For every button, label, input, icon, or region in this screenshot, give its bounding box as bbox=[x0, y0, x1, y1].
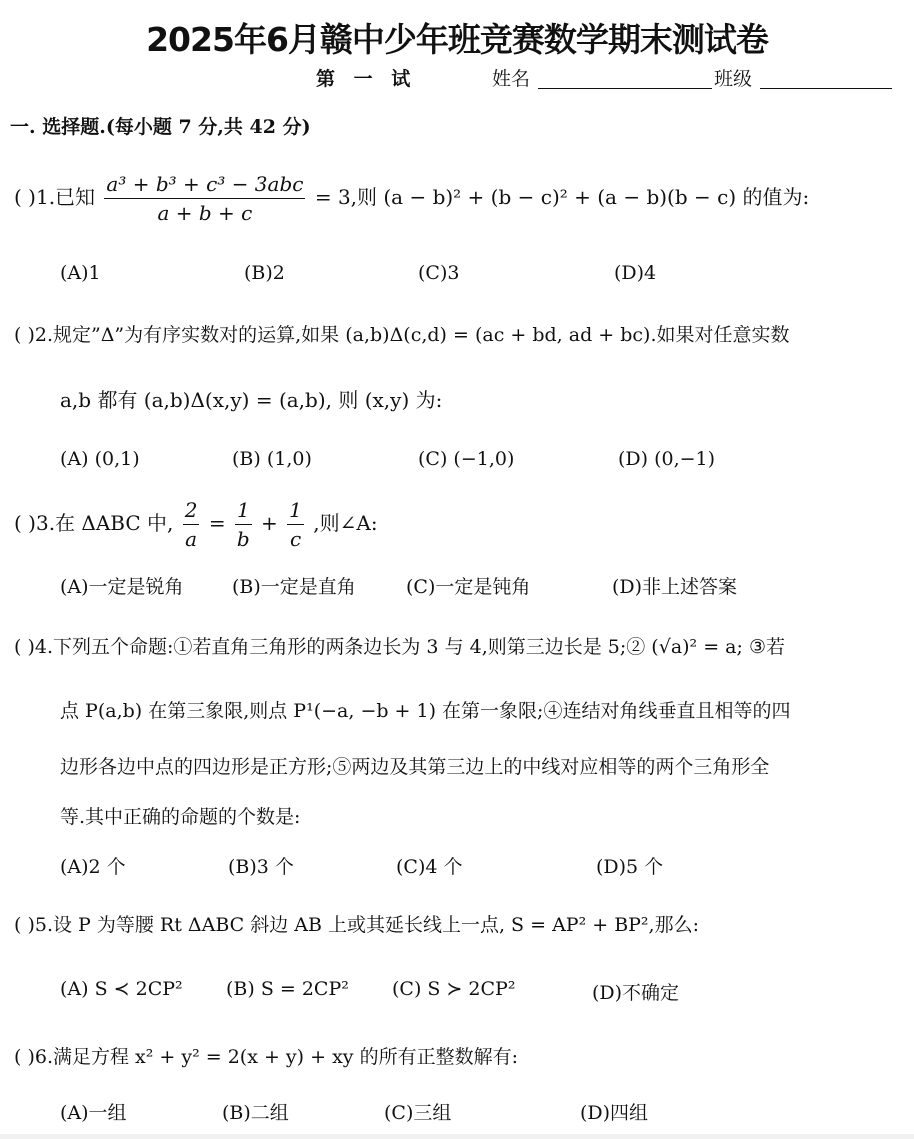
class-blank[interactable] bbox=[760, 88, 892, 89]
q1-option-a: (A)1 bbox=[60, 262, 101, 284]
question-1 bbox=[14, 172, 809, 225]
q3-f3-numerator: 1 bbox=[287, 498, 304, 525]
q4-line-3: 边形各边中点的四边形是正方形;⑤两边及其第三边上的中线对应相等的两个三角形全 bbox=[60, 756, 770, 778]
q6-option-d: (D)四组 bbox=[580, 1102, 649, 1124]
q1-prefix: ( )1.已知 bbox=[14, 185, 96, 209]
q4-line-1: ( )4.下列五个命题:①若直角三角形的两条边长为 3 与 4,则第三边长是 5;② (√a)² = a; ③若 bbox=[14, 636, 785, 658]
q4-option-d: (D)5 个 bbox=[596, 856, 664, 878]
q5-option-b: (B) S = 2CP² bbox=[226, 978, 349, 1000]
q3-fraction-1 bbox=[183, 498, 200, 551]
q1-option-b: (B)2 bbox=[244, 262, 285, 284]
page-bottom-edge bbox=[0, 1134, 914, 1139]
exam-title: 2025年6月赣中少年班竞赛数学期末测试卷 bbox=[146, 20, 768, 59]
q2-option-b: (B) (1,0) bbox=[232, 448, 312, 470]
q2-line-2: a,b 都有 (a,b)Δ(x,y) = (a,b), 则 (x,y) 为: bbox=[60, 388, 443, 412]
q1-option-d: (D)4 bbox=[614, 262, 657, 284]
q5-option-a: (A) S ≺ 2CP² bbox=[60, 978, 183, 1000]
q3-option-d: (D)非上述答案 bbox=[612, 576, 738, 598]
q2-option-a: (A) (0,1) bbox=[60, 448, 140, 470]
q4-option-c: (C)4 个 bbox=[396, 856, 463, 878]
q6-option-a: (A)一组 bbox=[60, 1102, 127, 1124]
q5-option-d: (D)不确定 bbox=[592, 982, 680, 1004]
q3-equals: = bbox=[208, 511, 226, 535]
q6-option-b: (B)二组 bbox=[222, 1102, 289, 1124]
q5-option-c: (C) S ≻ 2CP² bbox=[392, 978, 516, 1000]
class-label: 班级 bbox=[714, 68, 753, 90]
q3-plus: + bbox=[261, 511, 278, 535]
q3-suffix: ,则∠A: bbox=[313, 511, 378, 535]
q5-line-1: ( )5.设 P 为等腰 Rt ΔABC 斜边 AB 上或其延长线上一点, S = AP² + BP²,那么: bbox=[14, 914, 699, 936]
q3-prefix: ( )3.在 ΔABC 中, bbox=[14, 511, 174, 535]
name-label: 姓名 bbox=[492, 68, 531, 90]
q1-suffix: = 3,则 (a − b)² + (b − c)² + (a − b)(b − c) 的值为: bbox=[314, 185, 810, 209]
q3-f2-denominator: b bbox=[236, 527, 250, 551]
q2-line-1: ( )2.规定”Δ”为有序实数对的运算,如果 (a,b)Δ(c,d) = (ac + bd, ad + bc).如果对任意实数 bbox=[14, 324, 790, 346]
q1-option-c: (C)3 bbox=[418, 262, 460, 284]
q4-line-4: 等.其中正确的命题的个数是: bbox=[60, 806, 301, 828]
round-label: 第 一 试 bbox=[316, 68, 417, 90]
q3-f1-denominator: a bbox=[185, 527, 198, 551]
q3-option-c: (C)一定是钝角 bbox=[406, 576, 531, 598]
question-3 bbox=[14, 498, 378, 551]
section-heading: 一. 选择题.(每小题 7 分,共 42 分) bbox=[10, 116, 311, 138]
q3-f2-numerator: 1 bbox=[235, 498, 252, 525]
q4-line-2: 点 P(a,b) 在第三象限,则点 P¹(−a, −b + 1) 在第一象限;④连结对角线垂直且相等的四 bbox=[60, 700, 791, 722]
q2-option-d: (D) (0,−1) bbox=[618, 448, 716, 470]
name-blank[interactable] bbox=[538, 88, 712, 89]
q2-option-c: (C) (−1,0) bbox=[418, 448, 515, 470]
q4-option-a: (A)2 个 bbox=[60, 856, 126, 878]
q4-option-b: (B)3 个 bbox=[228, 856, 294, 878]
q3-option-a: (A)一定是锐角 bbox=[60, 576, 184, 598]
q3-option-b: (B)一定是直角 bbox=[232, 576, 356, 598]
q3-fraction-2 bbox=[235, 498, 252, 551]
q3-fraction-3 bbox=[287, 498, 304, 551]
q3-f1-numerator: 2 bbox=[183, 498, 200, 525]
q1-denominator: a + b + c bbox=[157, 201, 253, 225]
q3-f3-denominator: c bbox=[289, 527, 302, 551]
q1-fraction bbox=[104, 172, 305, 225]
q1-numerator: a³ + b³ + c³ − 3abc bbox=[104, 172, 305, 199]
q6-line-1: ( )6.满足方程 x² + y² = 2(x + y) + xy 的所有正整数解有: bbox=[14, 1046, 518, 1068]
q6-option-c: (C)三组 bbox=[384, 1102, 452, 1124]
